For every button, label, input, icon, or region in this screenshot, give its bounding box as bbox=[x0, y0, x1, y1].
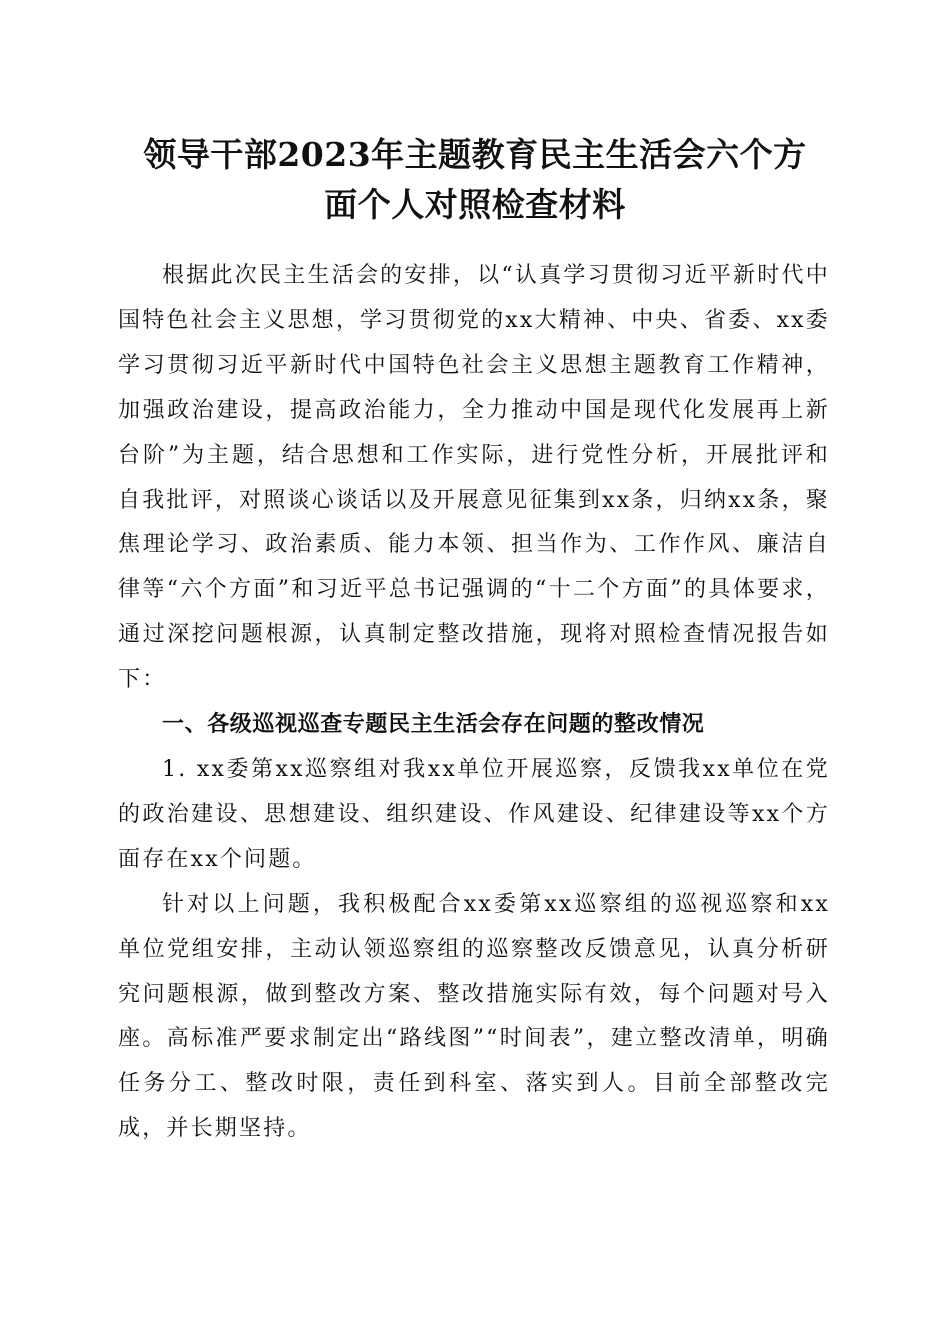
item-1-paragraph: 1. xx委第xx巡察组对我xx单位开展巡察，反馈我xx单位在党的政治建设、思想建设、组织建设、作风建设、纪律建设等xx个方面存在xx个问题。 bbox=[118, 756, 830, 872]
title-line-1: 领导干部2023年主题教育民主生活会六个方 bbox=[143, 135, 807, 174]
intro-paragraph: 根据此次民主生活会的安排，以“认真学习贯彻习近平新时代中国特色社会主义思想，学习贯彻党的xx大精神、中央、省委、xx委学习贯彻习近平新时代中国特色社会主义思想主题教育工作精神，加强政治建设，提高政治能力，全力推动中国是现代化发展再上新台阶”为主题，结合思想和工作实际，进行党性分析，开展批评和自我批评，对照谈心谈话以及开展意见征集到xx条，归纳xx条，聚焦理论学习、政治素质、能力本领、担当作为、工作作风、廉洁自律等“六个方面”和习近平总书记强调的“十二个方面”的具体要求，通过深挖问题根源，认真制定整改措施，现将对照检查情况报告如下： bbox=[118, 263, 830, 693]
section-heading: 一、各级巡视巡查专题民主生活会存在问题的整改情况 bbox=[162, 712, 705, 738]
rectification-paragraph: 针对以上问题，我积极配合xx委第xx巡察组的巡视巡察和xx单位党组安排，主动认领巡察组的巡察整改反馈意见，认真分析研究问题根源，做到整改方案、整改措施实际有效，每个问题对号入座。高标准严要求制定出“路线图”“时间表”，建立整改清单，明确任务分工、整改时限，责任到科室、落实到人。目前全部整改完成，并长期坚持。 bbox=[118, 891, 830, 1142]
document-title bbox=[100, 130, 850, 230]
document-body bbox=[118, 254, 830, 1152]
title-line-2: 面个人对照检查材料 bbox=[324, 185, 626, 224]
